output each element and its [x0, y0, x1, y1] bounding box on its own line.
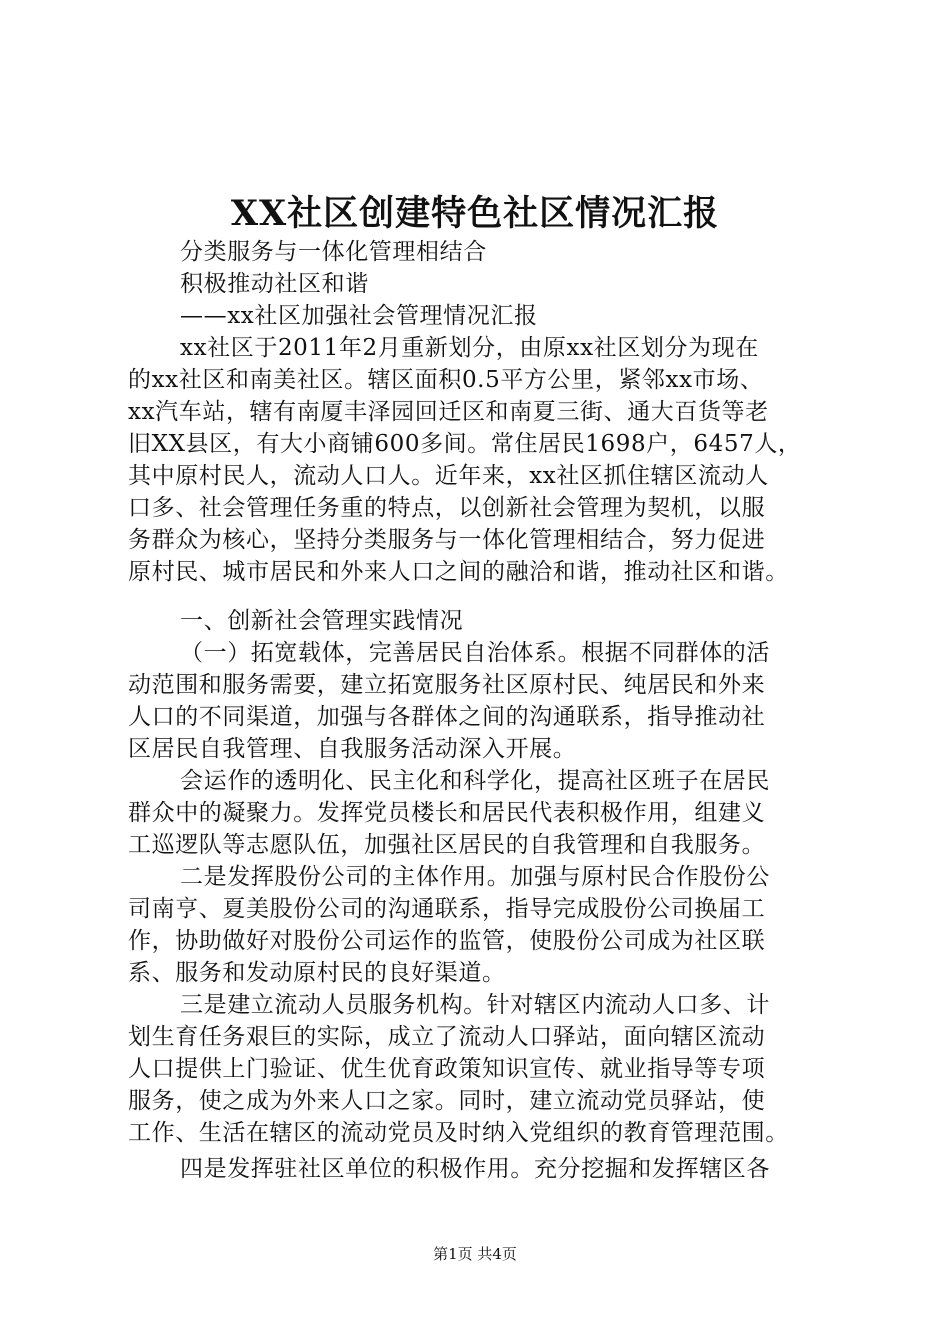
- body-line: 原村民、城市居民和外来人口之间的融洽和谐，推动社区和谐。: [128, 559, 789, 585]
- body-line: 四是发挥驻社区单位的积极作用。充分挖掘和发挥辖区各: [180, 1156, 770, 1182]
- body-line: 人口的不同渠道，加强与各群体之间的沟通联系，指导推动社: [128, 704, 766, 730]
- body-line: 系、服务和发动原村民的良好渠道。: [128, 960, 506, 986]
- body-line: xx社区于2011年2月重新划分，由原xx社区划分为现在: [180, 335, 759, 361]
- body-line: 会运作的透明化、民主化和科学化，提高社区班子在居民: [180, 768, 770, 794]
- body-line: 区居民自我管理、自我服务活动深入开展。: [128, 736, 577, 762]
- body-line: 口多、社会管理任务重的特点，以创新社会管理为契机，以服: [128, 495, 766, 521]
- body-line: 务群众为核心，坚持分类服务与一体化管理相结合，努力促进: [128, 527, 766, 553]
- body-line: 司南亨、夏美股份公司的沟通联系，指导完成股份公司换届工: [128, 896, 766, 922]
- body-line: 的xx社区和南美社区。辖区面积0.5平方公里，紧邻xx市场、: [128, 367, 764, 393]
- body-line: （一）拓宽载体，完善居民自治体系。根据不同群体的活: [180, 640, 770, 666]
- body-line: 作，协助做好对股份公司运作的监管，使股份公司成为社区联: [128, 928, 766, 954]
- body-line: 二是发挥股份公司的主体作用。加强与原村民合作股份公: [180, 864, 770, 890]
- subtitle-line: ——xx社区加强社会管理情况汇报: [180, 303, 538, 329]
- body-line: 人口提供上门验证、优生优育政策知识宣传、就业指导等专项: [128, 1056, 766, 1082]
- body-line: 工巡逻队等志愿队伍，加强社区居民的自我管理和自我服务。: [128, 832, 766, 858]
- subtitle-line: 积极推动社区和谐: [180, 271, 369, 297]
- section-heading: 一、创新社会管理实践情况: [180, 608, 464, 634]
- body-line: 群众中的凝聚力。发挥党员楼长和居民代表积极作用，组建义: [128, 800, 766, 826]
- body-line: 工作、生活在辖区的流动党员及时纳入党组织的教育管理范围。: [128, 1120, 789, 1146]
- body-line: 旧XX县区，有大小商铺600多间。常住居民1698户，6457人，: [128, 431, 802, 457]
- subtitle-line: 分类服务与一体化管理相结合: [180, 239, 487, 265]
- body-line: xx汽车站，辖有南厦丰泽园回迁区和南夏三街、通大百货等老: [128, 399, 769, 425]
- document-title: XX社区创建特色社区情况汇报: [230, 193, 720, 234]
- body-line: 服务，使之成为外来人口之家。同时，建立流动党员驿站，使: [128, 1088, 766, 1114]
- page-footer: 第1页 共4页: [433, 1245, 517, 1263]
- body-line: 三是建立流动人员服务机构。针对辖区内流动人口多、计: [180, 992, 770, 1018]
- body-line: 其中原村民人，流动人口人。近年来，xx社区抓住辖区流动人: [128, 463, 769, 489]
- body-line: 划生育任务艰巨的实际，成立了流动人口驿站，面向辖区流动: [128, 1024, 766, 1050]
- body-line: 动范围和服务需要，建立拓宽服务社区原村民、纯居民和外来: [128, 672, 766, 698]
